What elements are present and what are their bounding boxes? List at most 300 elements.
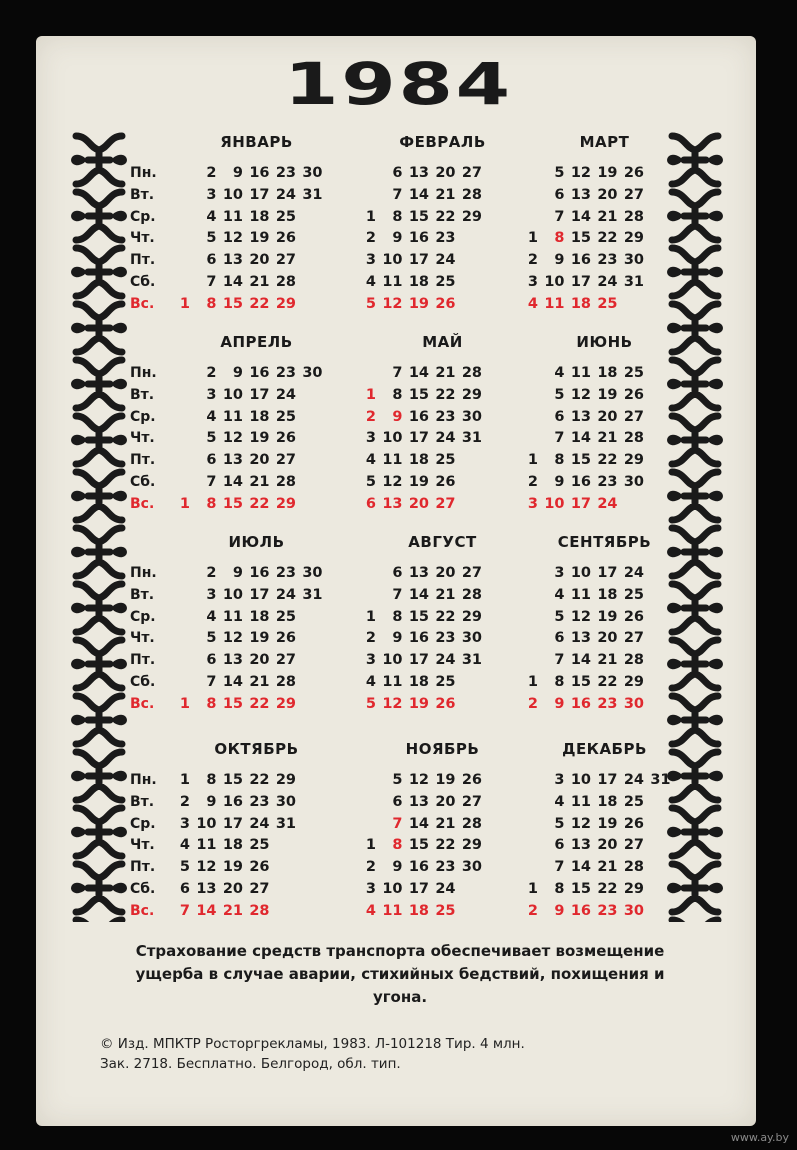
watermark: www.ay.by <box>730 1131 789 1144</box>
day-cell: 11 <box>222 208 243 225</box>
day-cell: 7 <box>554 208 565 225</box>
weekday-label: Вт. <box>130 186 155 203</box>
weekday-label: Пт. <box>130 252 156 269</box>
day-cell: 2 <box>365 230 376 247</box>
day-cell: 4 <box>206 408 217 425</box>
day-cell: 30 <box>623 695 644 712</box>
day-cell: 29 <box>461 208 482 225</box>
day-cell: 25 <box>249 837 270 854</box>
day-cell: 26 <box>275 430 296 447</box>
ornament-border-left <box>68 132 130 922</box>
day-cell: 22 <box>435 608 456 625</box>
day-cell: 21 <box>435 186 456 203</box>
day-cell: 11 <box>570 793 591 810</box>
day-cell: 11 <box>222 408 243 425</box>
day-cell: 20 <box>435 793 456 810</box>
day-cell: 21 <box>435 586 456 603</box>
day-cell: 5 <box>554 608 565 625</box>
day-cell: 5 <box>179 859 190 876</box>
day-cell: 28 <box>275 474 296 490</box>
day-cell: 3 <box>365 252 376 269</box>
day-cell: 4 <box>365 902 376 919</box>
day-cell: 15 <box>408 386 429 403</box>
day-cell: 3 <box>365 652 376 669</box>
weekday-label: Ср. <box>130 815 156 832</box>
day-cell: 1 <box>365 208 376 225</box>
day-cell: 27 <box>461 165 482 181</box>
day-cell: 20 <box>222 881 243 897</box>
day-cell: 12 <box>222 230 243 247</box>
day-cell: 22 <box>435 837 456 854</box>
day-cell: 20 <box>597 837 618 854</box>
day-cell: 11 <box>544 295 565 312</box>
day-cell: 13 <box>570 408 591 425</box>
day-cell: 5 <box>554 165 565 181</box>
day-cell: 24 <box>623 565 644 581</box>
day-cell: 6 <box>392 165 403 181</box>
day-cell: 22 <box>249 695 270 712</box>
day-cell: 15 <box>408 608 429 625</box>
day-cell: 19 <box>408 295 429 312</box>
day-cell: 10 <box>382 252 403 269</box>
day-cell: 23 <box>435 230 456 247</box>
day-cell: 27 <box>623 837 644 854</box>
day-cell: 17 <box>408 252 429 269</box>
day-cell: 21 <box>249 274 270 290</box>
day-cell: 9 <box>232 165 243 181</box>
day-cell: 14 <box>408 586 429 603</box>
day-cell: 10 <box>196 815 217 832</box>
day-cell: 10 <box>222 386 243 403</box>
year-title: 1984 <box>284 50 513 118</box>
day-cell: 22 <box>597 452 618 469</box>
day-cell: 29 <box>275 495 296 512</box>
day-cell: 14 <box>222 274 243 290</box>
day-cell: 30 <box>461 859 482 876</box>
month-name: ИЮЛЬ <box>228 533 285 551</box>
day-cell: 31 <box>461 652 482 669</box>
day-cell: 20 <box>597 186 618 203</box>
day-cell: 26 <box>623 165 644 181</box>
day-cell: 8 <box>554 452 565 469</box>
day-cell: 15 <box>408 208 429 225</box>
day-cell: 25 <box>435 674 456 690</box>
day-cell: 4 <box>179 837 190 854</box>
day-cell: 28 <box>623 430 644 447</box>
day-cell: 27 <box>623 408 644 425</box>
day-cell: 30 <box>461 408 482 425</box>
day-cell: 9 <box>206 793 217 810</box>
day-cell: 11 <box>382 674 403 690</box>
day-cell: 7 <box>206 274 217 290</box>
day-cell: 7 <box>392 586 403 603</box>
day-cell: 3 <box>527 495 538 512</box>
day-cell: 2 <box>206 165 217 181</box>
day-cell: 12 <box>570 386 591 403</box>
day-cell: 21 <box>597 652 618 669</box>
day-cell: 18 <box>408 902 429 919</box>
day-cell: 18 <box>408 674 429 690</box>
insurance-notice: Страхование средств транспорта обеспечивает возмещение ущерба в случае аварии, стихийных бедствий, похищения и угона. <box>135 942 665 1006</box>
day-cell: 14 <box>408 815 429 832</box>
day-cell: 14 <box>570 859 591 876</box>
day-cell: 10 <box>382 881 403 897</box>
month-name: МАРТ <box>579 133 630 151</box>
day-cell: 22 <box>249 295 270 312</box>
day-cell: 23 <box>249 793 270 810</box>
day-cell: 1 <box>527 674 538 690</box>
publisher-info <box>100 1034 700 1074</box>
day-cell: 19 <box>597 815 618 832</box>
weekday-label: Сб. <box>130 674 156 690</box>
day-cell: 16 <box>222 793 243 810</box>
weekday-label: Вс. <box>130 495 155 512</box>
day-cell: 14 <box>222 674 243 690</box>
day-cell: 19 <box>222 859 243 876</box>
day-cell: 11 <box>382 274 403 290</box>
day-cell: 4 <box>206 608 217 625</box>
day-cell: 16 <box>249 565 270 581</box>
day-cell: 13 <box>382 495 403 512</box>
day-cell: 6 <box>554 630 565 647</box>
day-cell: 17 <box>570 274 591 290</box>
weekday-label: Чт. <box>130 230 155 247</box>
day-cell: 11 <box>382 902 403 919</box>
day-cell: 23 <box>275 565 296 581</box>
day-cell: 3 <box>206 186 217 203</box>
day-cell: 6 <box>392 565 403 581</box>
day-cell: 31 <box>461 430 482 447</box>
day-cell: 5 <box>554 815 565 832</box>
day-cell: 8 <box>554 674 565 690</box>
day-cell: 7 <box>206 474 217 490</box>
weekday-label: Сб. <box>130 881 156 897</box>
day-cell: 30 <box>275 793 296 810</box>
day-cell: 12 <box>408 772 429 788</box>
day-cell: 30 <box>302 365 323 381</box>
day-cell: 5 <box>206 230 217 247</box>
day-cell: 18 <box>222 837 243 854</box>
day-cell: 17 <box>249 186 270 203</box>
day-cell: 15 <box>570 230 591 247</box>
day-cell: 17 <box>597 772 618 788</box>
day-cell: 3 <box>365 430 376 447</box>
day-cell: 25 <box>435 274 456 290</box>
day-cell: 3 <box>365 881 376 897</box>
day-cell: 12 <box>222 630 243 647</box>
day-cell: 15 <box>222 695 243 712</box>
day-cell: 18 <box>597 586 618 603</box>
day-cell: 26 <box>275 630 296 647</box>
day-cell: 29 <box>461 837 482 854</box>
day-cell: 30 <box>623 252 644 269</box>
day-cell: 9 <box>392 859 403 876</box>
day-cell: 24 <box>435 652 456 669</box>
day-cell: 5 <box>554 386 565 403</box>
weekday-label: Пн. <box>130 565 157 581</box>
day-cell: 7 <box>554 652 565 669</box>
day-cell: 5 <box>365 295 376 312</box>
day-cell: 10 <box>382 652 403 669</box>
day-cell: 15 <box>222 495 243 512</box>
day-cell: 26 <box>435 695 456 712</box>
day-cell: 22 <box>249 495 270 512</box>
day-cell: 24 <box>275 386 296 403</box>
day-cell: 10 <box>570 772 591 788</box>
day-cell: 6 <box>206 252 217 269</box>
day-cell: 13 <box>570 630 591 647</box>
day-cell: 1 <box>365 837 376 854</box>
day-cell: 29 <box>275 772 296 788</box>
day-cell: 9 <box>232 565 243 581</box>
day-cell: 18 <box>408 274 429 290</box>
day-cell: 19 <box>597 165 618 181</box>
day-cell: 30 <box>461 630 482 647</box>
day-cell: 25 <box>275 208 296 225</box>
day-cell: 2 <box>365 630 376 647</box>
day-cell: 25 <box>597 295 618 312</box>
day-cell: 16 <box>249 165 270 181</box>
day-cell: 20 <box>435 165 456 181</box>
day-cell: 31 <box>275 815 296 832</box>
day-cell: 6 <box>554 408 565 425</box>
day-cell: 4 <box>554 586 565 603</box>
day-cell: 1 <box>527 452 538 469</box>
day-cell: 21 <box>249 474 270 490</box>
day-cell: 1 <box>527 881 538 897</box>
day-cell: 29 <box>275 695 296 712</box>
day-cell: 28 <box>461 186 482 203</box>
day-cell: 31 <box>650 772 671 788</box>
day-cell: 23 <box>275 365 296 381</box>
day-cell: 17 <box>249 586 270 603</box>
day-cell: 10 <box>544 495 565 512</box>
day-cell: 16 <box>570 695 591 712</box>
day-cell: 4 <box>365 674 376 690</box>
day-cell: 7 <box>392 815 403 832</box>
day-cell: 31 <box>302 186 323 203</box>
day-cell: 28 <box>275 674 296 690</box>
day-cell: 24 <box>597 495 618 512</box>
day-cell: 10 <box>382 430 403 447</box>
day-cell: 12 <box>196 859 217 876</box>
day-cell: 6 <box>179 881 190 897</box>
day-cell: 17 <box>222 815 243 832</box>
day-cell: 2 <box>206 565 217 581</box>
day-cell: 28 <box>461 365 482 381</box>
day-cell: 6 <box>554 186 565 203</box>
day-cell: 28 <box>275 274 296 290</box>
day-cell: 5 <box>206 630 217 647</box>
day-cell: 31 <box>302 586 323 603</box>
day-cell: 8 <box>206 495 217 512</box>
weekday-label: Вс. <box>130 295 155 312</box>
day-cell: 20 <box>249 252 270 269</box>
day-cell: 12 <box>382 474 403 490</box>
day-cell: 26 <box>623 386 644 403</box>
weekday-label: Ср. <box>130 208 156 225</box>
weekday-label: Чт. <box>130 430 155 447</box>
day-cell: 4 <box>365 452 376 469</box>
day-cell: 18 <box>249 208 270 225</box>
month-name: ДЕКАБРЬ <box>562 740 647 758</box>
day-cell: 11 <box>570 365 591 381</box>
day-cell: 17 <box>570 495 591 512</box>
day-cell: 27 <box>275 452 296 469</box>
day-cell: 1 <box>179 695 190 712</box>
day-cell: 11 <box>570 586 591 603</box>
day-cell: 1 <box>365 608 376 625</box>
day-cell: 13 <box>196 881 217 897</box>
day-cell: 23 <box>275 165 296 181</box>
day-cell: 27 <box>623 186 644 203</box>
day-cell: 23 <box>435 859 456 876</box>
day-cell: 5 <box>392 772 403 788</box>
day-cell: 18 <box>249 408 270 425</box>
month-name: НОЯБРЬ <box>405 740 480 758</box>
weekday-label: Вт. <box>130 386 155 403</box>
day-cell: 15 <box>570 881 591 897</box>
day-cell: 15 <box>222 295 243 312</box>
day-cell: 29 <box>275 295 296 312</box>
day-cell: 9 <box>554 902 565 919</box>
day-cell: 1 <box>179 495 190 512</box>
day-cell: 8 <box>392 386 403 403</box>
day-cell: 25 <box>435 902 456 919</box>
day-cell: 9 <box>392 408 403 425</box>
day-cell: 16 <box>570 902 591 919</box>
day-cell: 12 <box>570 815 591 832</box>
day-cell: 23 <box>597 902 618 919</box>
weekday-label: Пт. <box>130 652 156 669</box>
day-cell: 14 <box>222 474 243 490</box>
day-cell: 29 <box>623 674 644 690</box>
day-cell: 31 <box>623 274 644 290</box>
day-cell: 26 <box>435 474 456 490</box>
day-cell: 17 <box>408 881 429 897</box>
day-cell: 16 <box>249 365 270 381</box>
day-cell: 11 <box>382 452 403 469</box>
day-cell: 13 <box>408 565 429 581</box>
day-cell: 27 <box>249 881 270 897</box>
day-cell: 8 <box>206 772 217 788</box>
day-cell: 7 <box>392 186 403 203</box>
day-cell: 9 <box>554 474 565 490</box>
day-cell: 9 <box>392 230 403 247</box>
day-cell: 24 <box>597 274 618 290</box>
month-name: ЯНВАРЬ <box>220 133 293 151</box>
day-cell: 14 <box>408 365 429 381</box>
day-cell: 19 <box>408 474 429 490</box>
day-cell: 1 <box>179 295 190 312</box>
day-cell: 9 <box>232 365 243 381</box>
month-name: АВГУСТ <box>408 533 477 551</box>
day-cell: 24 <box>435 252 456 269</box>
day-cell: 19 <box>435 772 456 788</box>
day-cell: 13 <box>222 652 243 669</box>
weekday-label: Пн. <box>130 365 157 381</box>
day-cell: 20 <box>249 652 270 669</box>
day-cell: 30 <box>302 165 323 181</box>
weekday-label: Вт. <box>130 793 155 810</box>
weekday-label: Ср. <box>130 608 156 625</box>
day-cell: 19 <box>408 695 429 712</box>
day-cell: 25 <box>623 365 644 381</box>
day-cell: 24 <box>435 430 456 447</box>
day-cell: 24 <box>275 186 296 203</box>
day-cell: 21 <box>222 902 243 919</box>
day-cell: 19 <box>249 230 270 247</box>
day-cell: 2 <box>365 408 376 425</box>
day-cell: 29 <box>623 881 644 897</box>
day-cell: 15 <box>222 772 243 788</box>
day-cell: 3 <box>206 386 217 403</box>
day-cell: 27 <box>623 630 644 647</box>
day-cell: 2 <box>179 793 190 810</box>
day-cell: 17 <box>408 652 429 669</box>
day-cell: 7 <box>206 674 217 690</box>
day-cell: 1 <box>365 386 376 403</box>
day-cell: 21 <box>435 365 456 381</box>
day-cell: 25 <box>275 608 296 625</box>
day-cell: 15 <box>408 837 429 854</box>
day-cell: 11 <box>196 837 217 854</box>
weekday-label: Пн. <box>130 165 157 181</box>
day-cell: 16 <box>408 630 429 647</box>
day-cell: 8 <box>392 608 403 625</box>
day-cell: 18 <box>408 452 429 469</box>
day-cell: 22 <box>435 386 456 403</box>
month-name: ОКТЯБРЬ <box>214 740 299 758</box>
day-cell: 16 <box>570 474 591 490</box>
day-cell: 20 <box>408 495 429 512</box>
day-cell: 3 <box>206 586 217 603</box>
day-cell: 26 <box>461 772 482 788</box>
month-name: ИЮНЬ <box>576 333 633 351</box>
day-cell: 9 <box>392 630 403 647</box>
day-cell: 1 <box>179 772 190 788</box>
day-cell: 17 <box>249 386 270 403</box>
day-cell: 11 <box>222 608 243 625</box>
day-cell: 5 <box>365 695 376 712</box>
weekday-label: Пн. <box>130 772 157 788</box>
day-cell: 26 <box>623 815 644 832</box>
day-cell: 3 <box>527 274 538 290</box>
day-cell: 23 <box>435 408 456 425</box>
day-cell: 13 <box>570 837 591 854</box>
day-cell: 15 <box>570 452 591 469</box>
day-cell: 29 <box>461 608 482 625</box>
day-cell: 8 <box>206 295 217 312</box>
weekday-label: Пт. <box>130 859 156 876</box>
day-cell: 29 <box>623 230 644 247</box>
weekday-label: Чт. <box>130 837 155 854</box>
day-cell: 21 <box>597 208 618 225</box>
day-cell: 6 <box>206 452 217 469</box>
day-cell: 9 <box>554 252 565 269</box>
day-cell: 19 <box>597 608 618 625</box>
day-cell: 22 <box>597 881 618 897</box>
day-cell: 24 <box>623 772 644 788</box>
day-cell: 21 <box>597 859 618 876</box>
day-cell: 2 <box>527 474 538 490</box>
day-cell: 6 <box>554 837 565 854</box>
day-cell: 26 <box>249 859 270 876</box>
day-cell: 19 <box>249 630 270 647</box>
weekday-label: Чт. <box>130 630 155 647</box>
day-cell: 5 <box>365 474 376 490</box>
day-cell: 8 <box>392 208 403 225</box>
